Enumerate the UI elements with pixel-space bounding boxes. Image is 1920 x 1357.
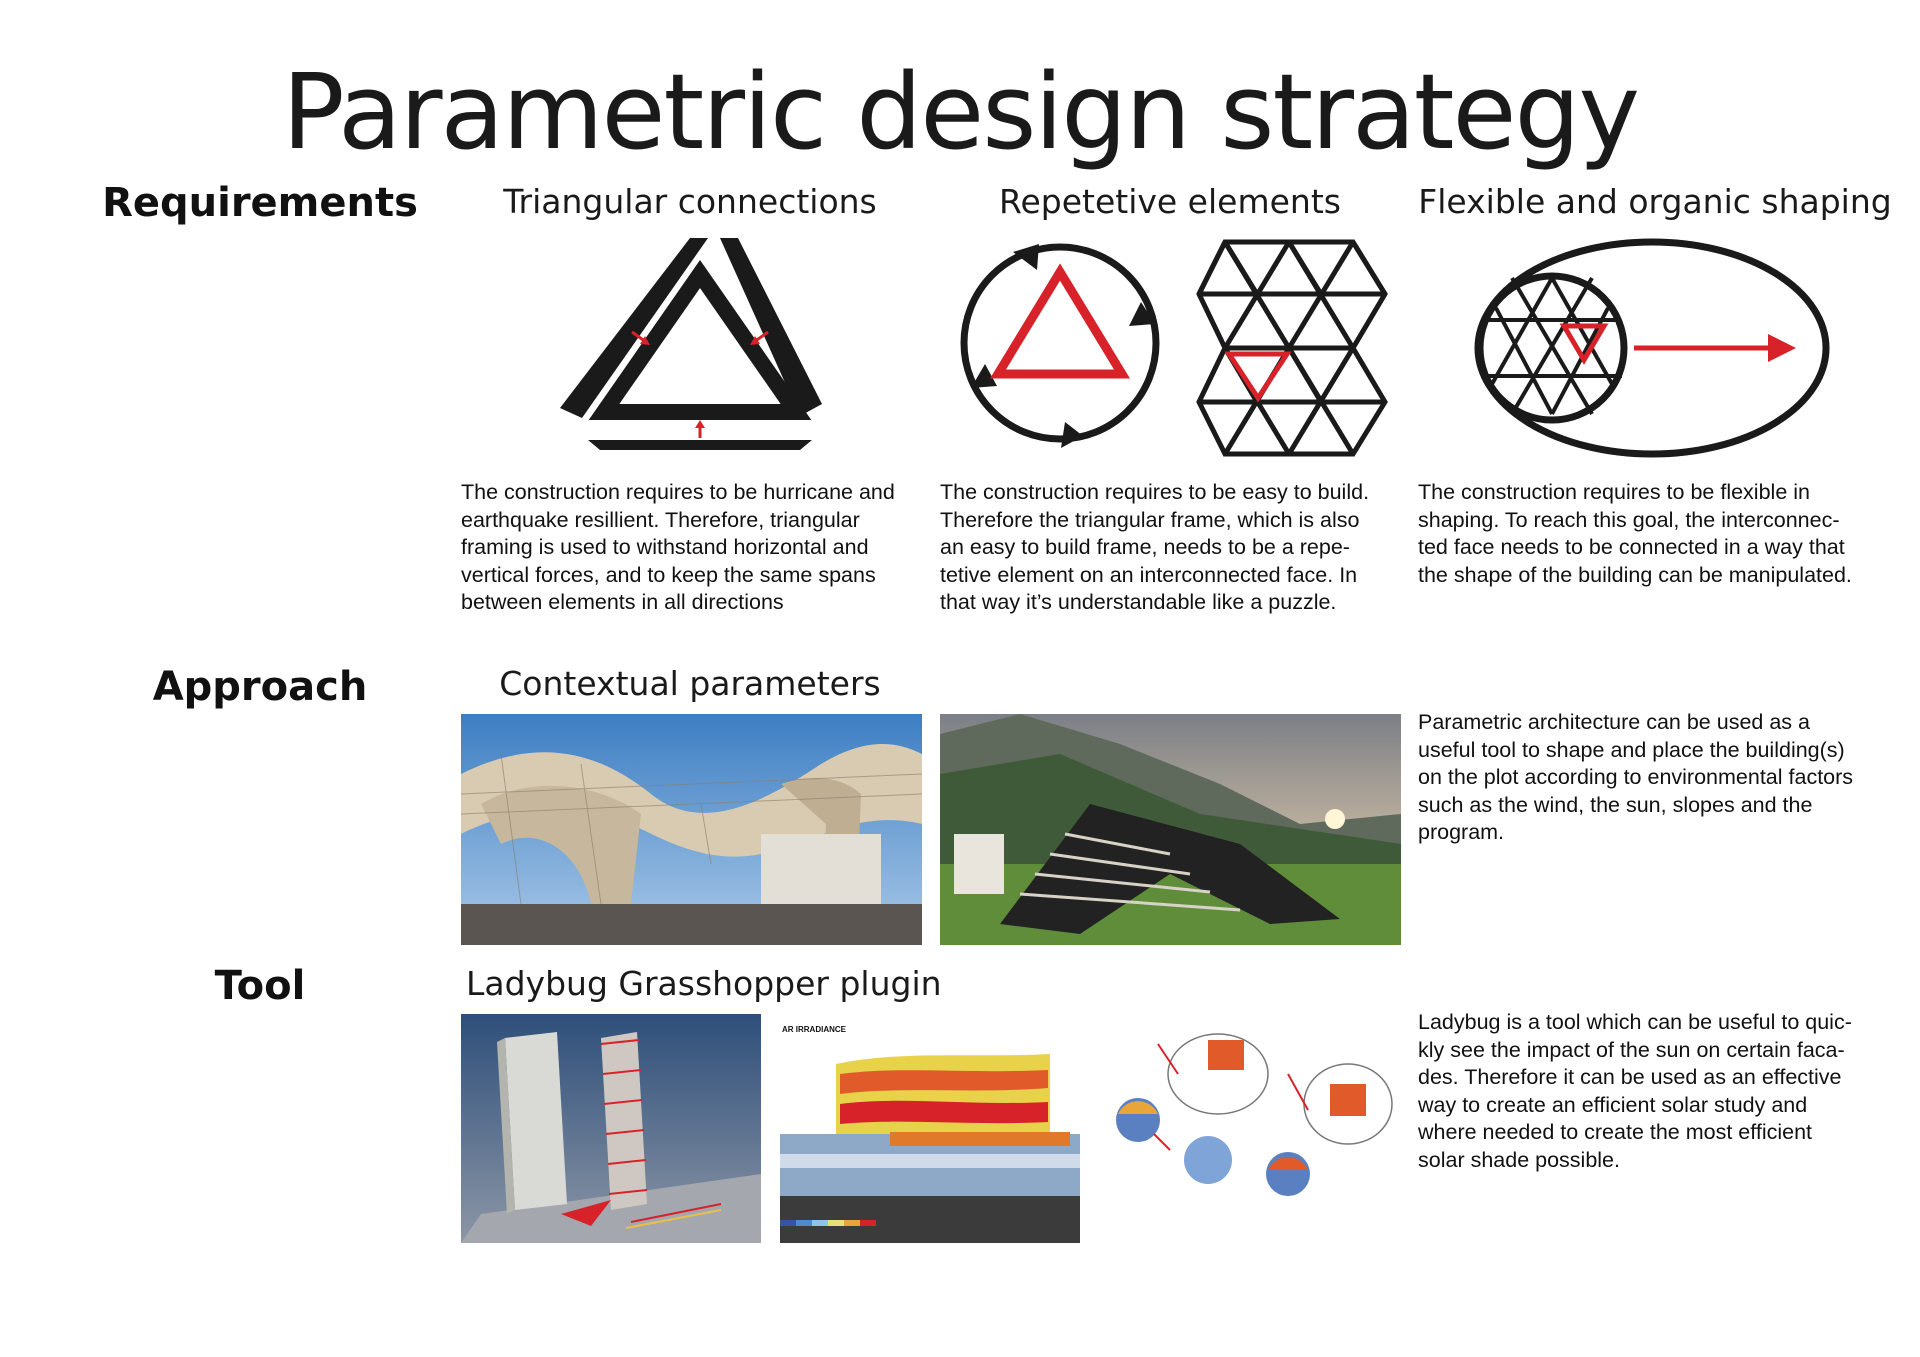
tower-irradiance-render	[461, 1014, 761, 1243]
triangular-connections-text: The construction requires to be hurricane and earthquake resillient. Therefore, triangular framing is used to withstand horizontal and vertical forces, and to keep the same spans between elements in all directions	[461, 480, 895, 614]
tool-text: Ladybug is a tool which can be useful to quic- kly see the impact of the sun on certain faca- des. Therefore it can be used as an effective way to create an efficient solar study and where needed to create the most efficient solar shade possible.	[1418, 1010, 1852, 1172]
flexible-shaping-diagram	[1472, 238, 1832, 458]
metropol-parasol-photo	[461, 714, 922, 945]
facade-irradiance-render	[780, 1014, 1080, 1243]
irradiance-label: AR IRRADIANCE	[782, 1025, 846, 1034]
flexible-shaping-text: The construction requires to be flexible in shaping. To reach this goal, the interconnec- ted face needs to be connected in a way that the shape of the building can be manipulated.	[1418, 480, 1852, 587]
flexible-shaping-title: Flexible and organic shaping	[1418, 182, 1892, 221]
triangular-connections-diagram	[560, 232, 840, 458]
approach-text: Parametric architecture can be used as a useful tool to shape and place the building(s) on the plot according to environmental factors such as the wind, the sun, slopes and the program.	[1418, 710, 1854, 844]
contextual-parameters-title: Contextual parameters	[499, 664, 881, 703]
repetitive-elements-title: Repetetive elements	[999, 182, 1341, 221]
repetitive-elements-text: The construction requires to be easy to build. Therefore the triangular frame, which is also an easy to build frame, needs to be a repe- tetive element on an interconnected face. In that way it’s understandable like a puzzle.	[940, 480, 1370, 614]
tool-heading: Tool	[214, 963, 306, 1009]
mountain-pavilion-photo	[940, 714, 1401, 945]
approach-heading: Approach	[152, 664, 368, 710]
page-title: Parametric design strategy	[281, 51, 1639, 173]
repetition-cycle-diagram	[955, 238, 1165, 448]
requirements-heading: Requirements	[102, 180, 418, 226]
triangle-grid-diagram	[1195, 238, 1390, 458]
ladybug-title: Ladybug Grasshopper plugin	[466, 964, 942, 1003]
dome-shading-renders	[1098, 1014, 1403, 1243]
triangular-connections-title: Triangular connections	[503, 182, 877, 221]
